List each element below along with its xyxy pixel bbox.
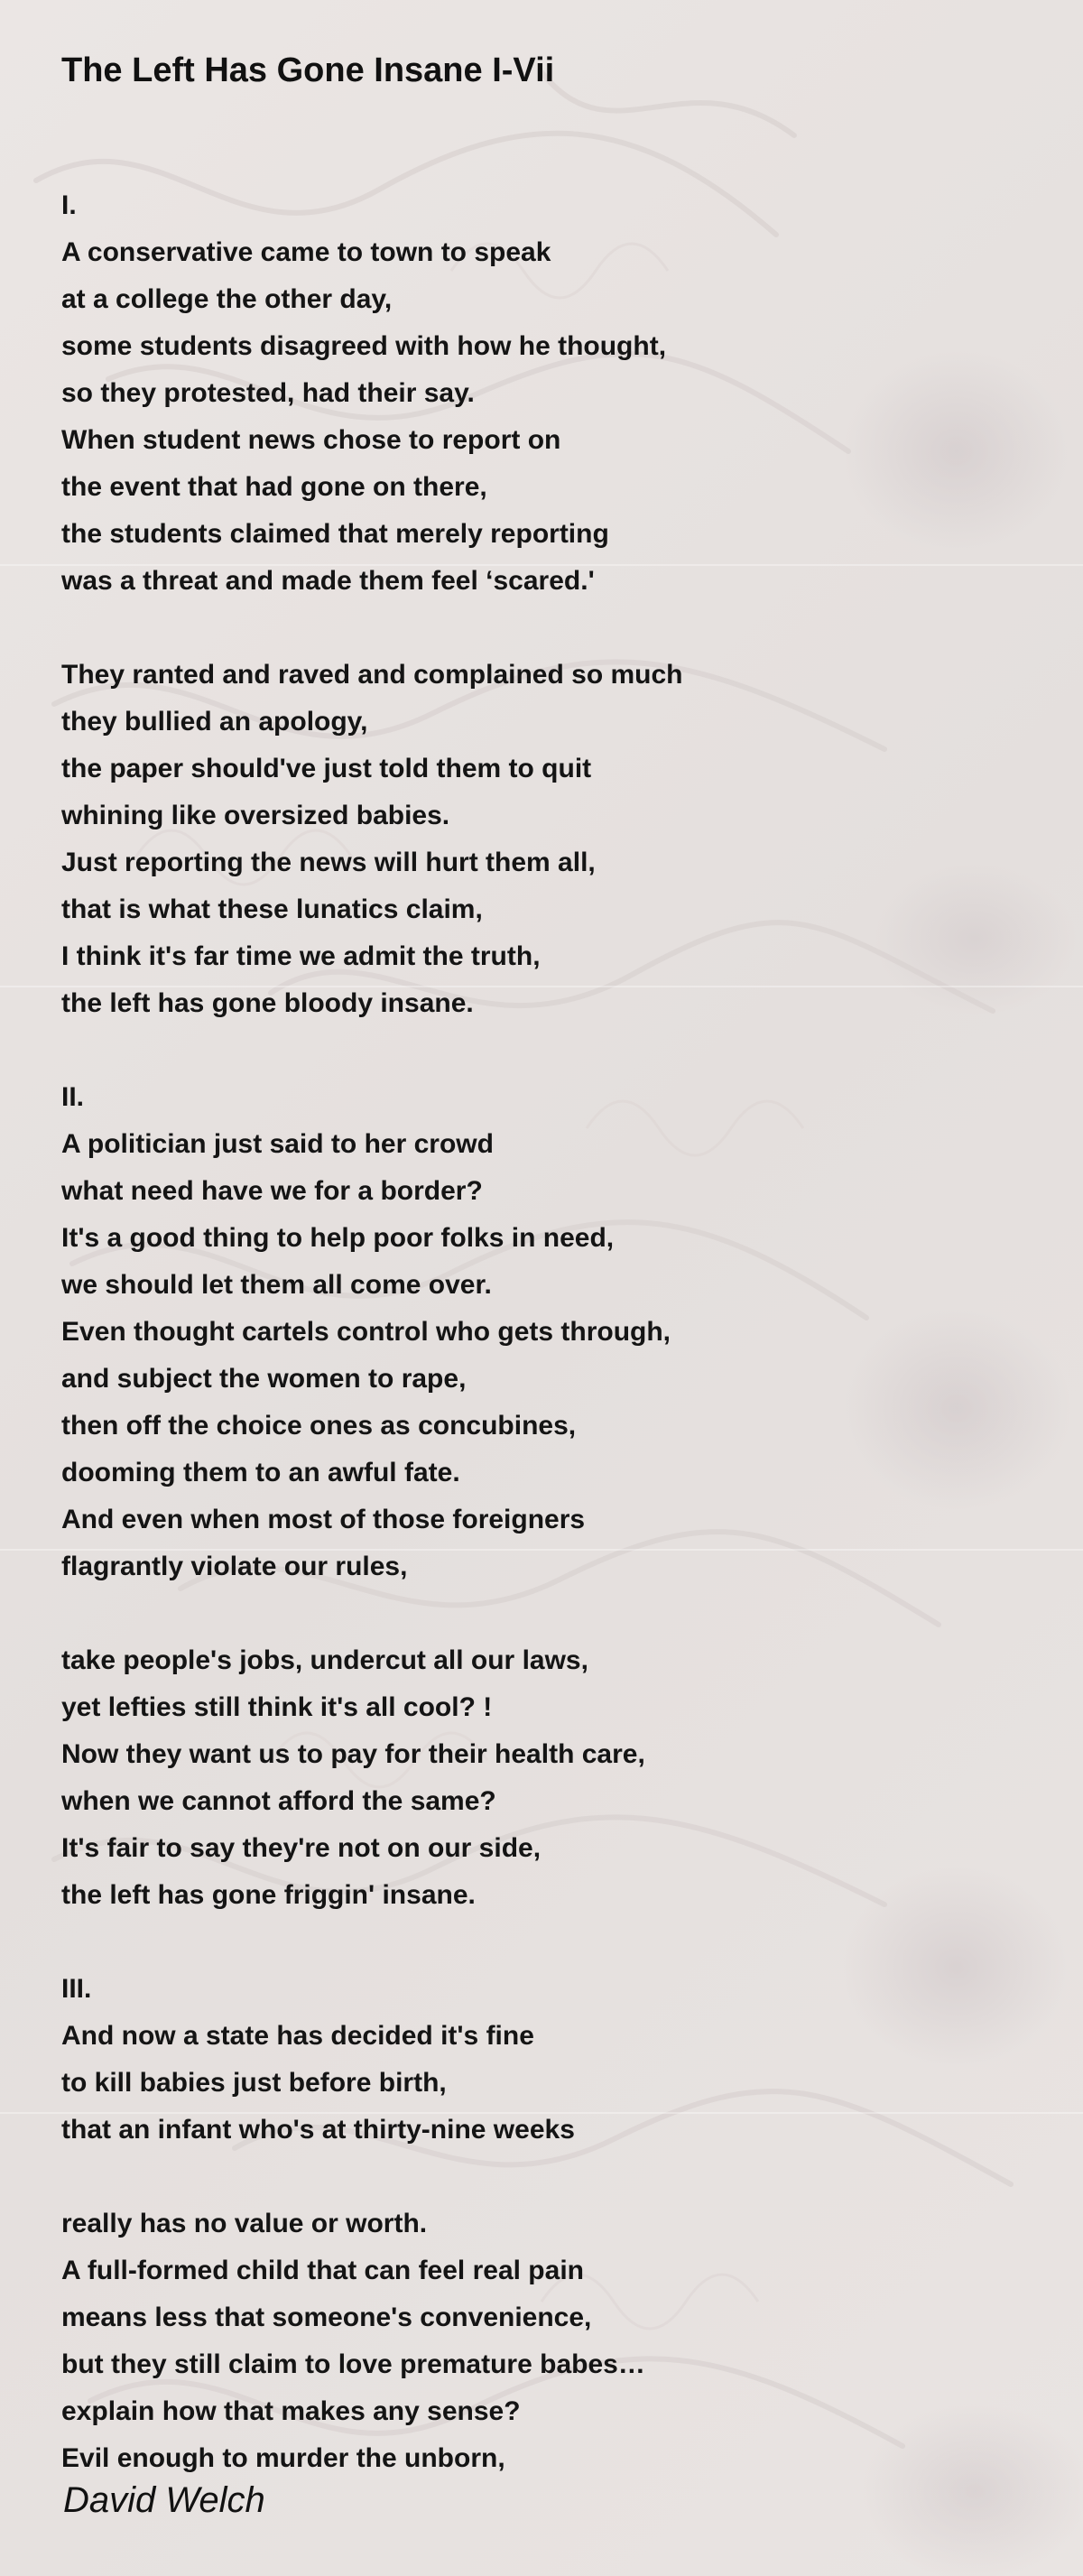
poem-author: David Welch	[63, 2480, 265, 2520]
poem-line: III.	[61, 1974, 92, 2004]
poem-line: And even when most of those foreigners	[61, 1505, 586, 1534]
stanza-break	[61, 2154, 1036, 2201]
poem-line: When student news chose to report on	[61, 425, 561, 455]
poem-line: at a college the other day,	[61, 284, 393, 314]
poem-line: yet lefties still think it's all cool? !	[61, 1692, 493, 1722]
poem-line: some students disagreed with how he thought,	[61, 331, 667, 361]
poem-line: It's fair to say they're not on our side,	[61, 1833, 542, 1863]
poem-line: the left has gone bloody insane.	[61, 988, 474, 1018]
poem-line: when we cannot afford the same?	[61, 1786, 496, 1816]
poem-line: II.	[61, 1082, 85, 1112]
poem-line: Even thought cartels control who gets through,	[61, 1317, 671, 1347]
poem-line: the left has gone friggin' insane.	[61, 1880, 476, 1910]
poem-line: dooming them to an awful fate.	[61, 1458, 460, 1487]
poem-line: that an infant who's at thirty-nine weeks	[61, 2115, 575, 2145]
poem-line: take people's jobs, undercut all our laws,	[61, 1645, 588, 1675]
poem-container	[61, 45, 1036, 2482]
poem-line: A conservative came to town to speak	[61, 237, 551, 267]
poem-line: the event that had gone on there,	[61, 472, 487, 502]
poem-line: Evil enough to murder the unborn,	[61, 2443, 505, 2473]
poem-line: means less that someone's convenience,	[61, 2303, 592, 2332]
poem-line: I think it's far time we admit the truth,	[61, 941, 541, 971]
poem-line: so they protested, had their say.	[61, 378, 475, 408]
poem-line: It's a good thing to help poor folks in need,	[61, 1223, 615, 1253]
stanza-break	[61, 1590, 1036, 1637]
poem-line: then off the choice ones as concubines,	[61, 1411, 577, 1441]
stanza-break	[61, 605, 1036, 652]
poem-line: They ranted and raved and complained so much	[61, 660, 683, 690]
poem-line: the paper should've just told them to quit	[61, 754, 592, 783]
poem-line: A full-formed child that can feel real pain	[61, 2256, 584, 2285]
poem-line: what need have we for a border?	[61, 1176, 483, 1206]
poem-line: but they still claim to love premature babes…	[61, 2349, 645, 2379]
poem-line: was a threat and made them feel ‘scared.'	[61, 566, 595, 596]
poem-line: and subject the women to rape,	[61, 1364, 467, 1394]
poem-line: to kill babies just before birth,	[61, 2068, 447, 2098]
poem-line: Now they want us to pay for their health care,	[61, 1739, 645, 1769]
poem-line: A politician just said to her crowd	[61, 1129, 494, 1159]
poem-line: And now a state has decided it's fine	[61, 2021, 534, 2051]
poem-line: we should let them all come over.	[61, 1270, 492, 1300]
poem-line: Just reporting the news will hurt them all,	[61, 848, 596, 877]
poem-line: the students claimed that merely reporting	[61, 519, 609, 549]
poem-line: explain how that makes any sense?	[61, 2396, 521, 2426]
poem-line: really has no value or worth.	[61, 2209, 428, 2238]
poem-line: flagrantly violate our rules,	[61, 1552, 408, 1581]
poem-title: The Left Has Gone Insane I-Vii	[61, 51, 555, 89]
stanza-break	[61, 1027, 1036, 1074]
poem-line: whining like oversized babies.	[61, 801, 450, 830]
poem-body	[61, 182, 1036, 2482]
poem-line: I.	[61, 190, 77, 220]
poem-line: they bullied an apology,	[61, 707, 368, 737]
stanza-break	[61, 1919, 1036, 1966]
poem-line: that is what these lunatics claim,	[61, 894, 483, 924]
